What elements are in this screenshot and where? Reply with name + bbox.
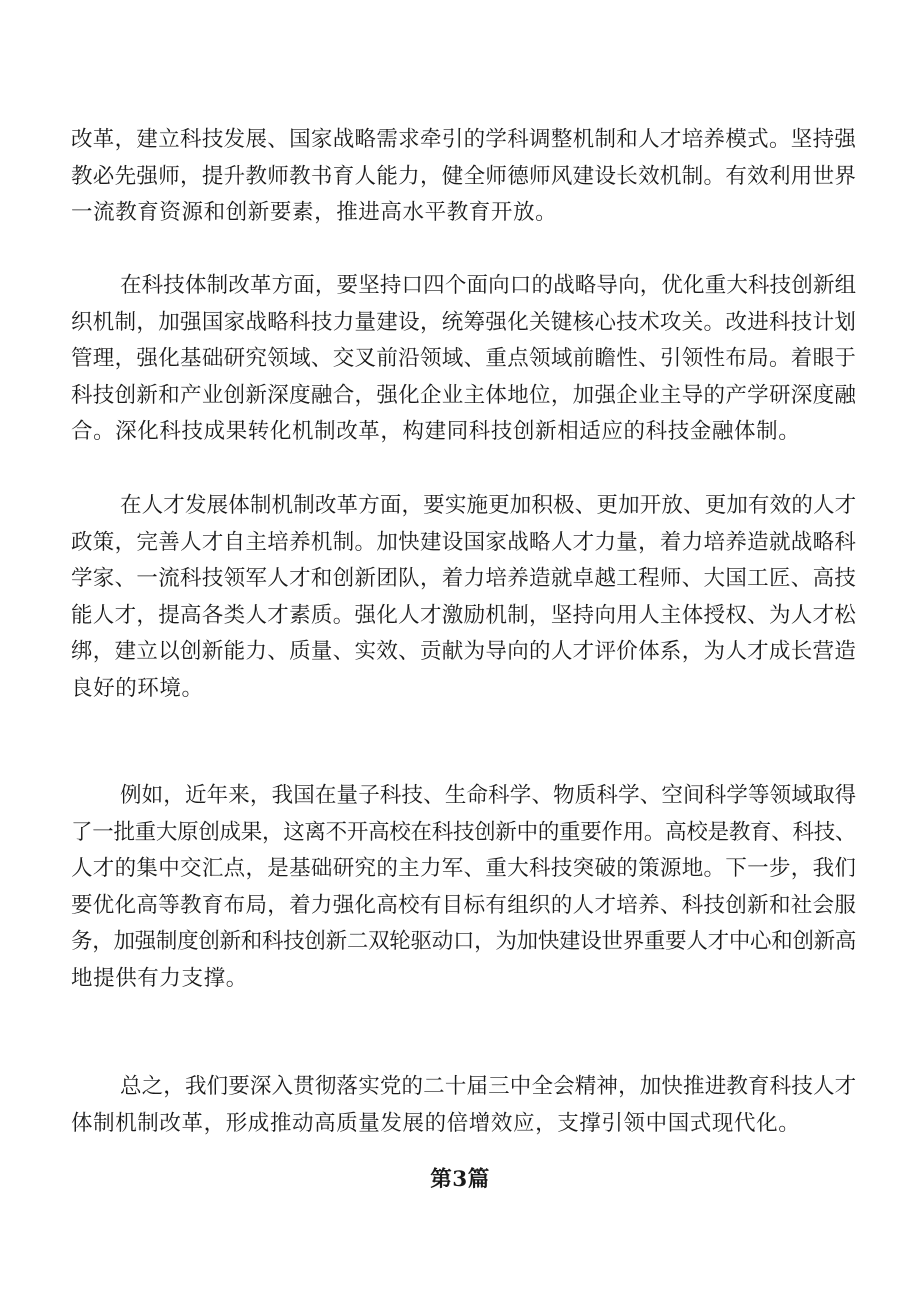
text-line: 政策，完善人才自主培养机制。加快建设国家战略人才力量，着力培养造就战略科 <box>71 529 857 555</box>
text-line: 绑，建立以创新能力、质量、实效、贡献为导向的人才评价体系，为人才成长营造 <box>71 639 857 664</box>
text-line: 了一批重大原创成果，这离不开高校在科技创新中的重要作用。高校是教育、科技、 <box>71 819 857 845</box>
paragraph-example-universities <box>71 778 858 997</box>
text-line: 合。深化科技成果转化机制改革，构建同科技创新相适应的科技金融体制。 <box>71 419 801 444</box>
paragraph-education-reform <box>71 122 858 232</box>
text-line: 一流教育资源和创新要素，推进高水平教育开放。 <box>71 200 558 225</box>
text-line: 织机制，加强国家战略科技力量建设，统筹强化关键核心技术攻关。改进科技计划 <box>71 309 857 335</box>
text-line: 学家、一流科技领军人才和创新团队，着力培养造就卓越工程师、大国工匠、高技 <box>71 566 857 591</box>
text-line: 例如，近年来，我国在量子科技、生命科学、物质科学、空间科学等领域取得 <box>120 783 857 808</box>
paragraph-conclusion <box>71 1069 858 1142</box>
text-line: 务，加强制度创新和科技创新二双轮驱动口，为加快建设世界重要人才中心和创新高 <box>71 929 857 954</box>
text-line: 能人才，提高各类人才素质。强化人才激励机制，坚持向用人主体授权、为人才松 <box>71 602 857 628</box>
text-line: 改革，建立科技发展、国家战略需求牵引的学科调整机制和人才培养模式。坚持强 <box>71 127 857 152</box>
section-heading: 第3篇 <box>430 1167 490 1192</box>
text-line: 良好的环境。 <box>71 675 204 701</box>
text-line: 地提供有力支撑。 <box>71 965 248 991</box>
text-line: 教必先强师，提升教师教书育人能力，健全师德师风建设长效机制。有效利用世界 <box>71 163 857 189</box>
text-line: 管理，强化基础研究领域、交叉前沿领域、重点领域前瞻性、引领性布局。着眼于 <box>71 346 857 371</box>
paragraph-tech-system-reform <box>71 268 858 451</box>
paragraph-talent-reform <box>71 488 858 707</box>
text-line: 科技创新和产业创新深度融合，强化企业主体地位，加强企业主导的产学研深度融 <box>71 382 857 408</box>
text-line: 在科技体制改革方面，要坚持口四个面向口的战略导向，优化重大科技创新组 <box>120 273 857 298</box>
text-line: 要优化高等教育布局，着力强化高校有目标有组织的人才培养、科技创新和社会服 <box>71 892 857 918</box>
text-line: 体制机制改革，形成推动高质量发展的倍增效应，支撑引领中国式现代化。 <box>71 1110 801 1136</box>
text-line: 在人才发展体制机制改革方面，要实施更加积极、更加开放、更加有效的人才 <box>120 493 857 518</box>
text-line: 人才的集中交汇点，是基础研究的主力军、重大科技突破的策源地。下一步，我们 <box>71 856 857 881</box>
text-line: 总之，我们要深入贯彻落实党的二十届三中全会精神，加快推进教育科技人才 <box>120 1074 857 1099</box>
